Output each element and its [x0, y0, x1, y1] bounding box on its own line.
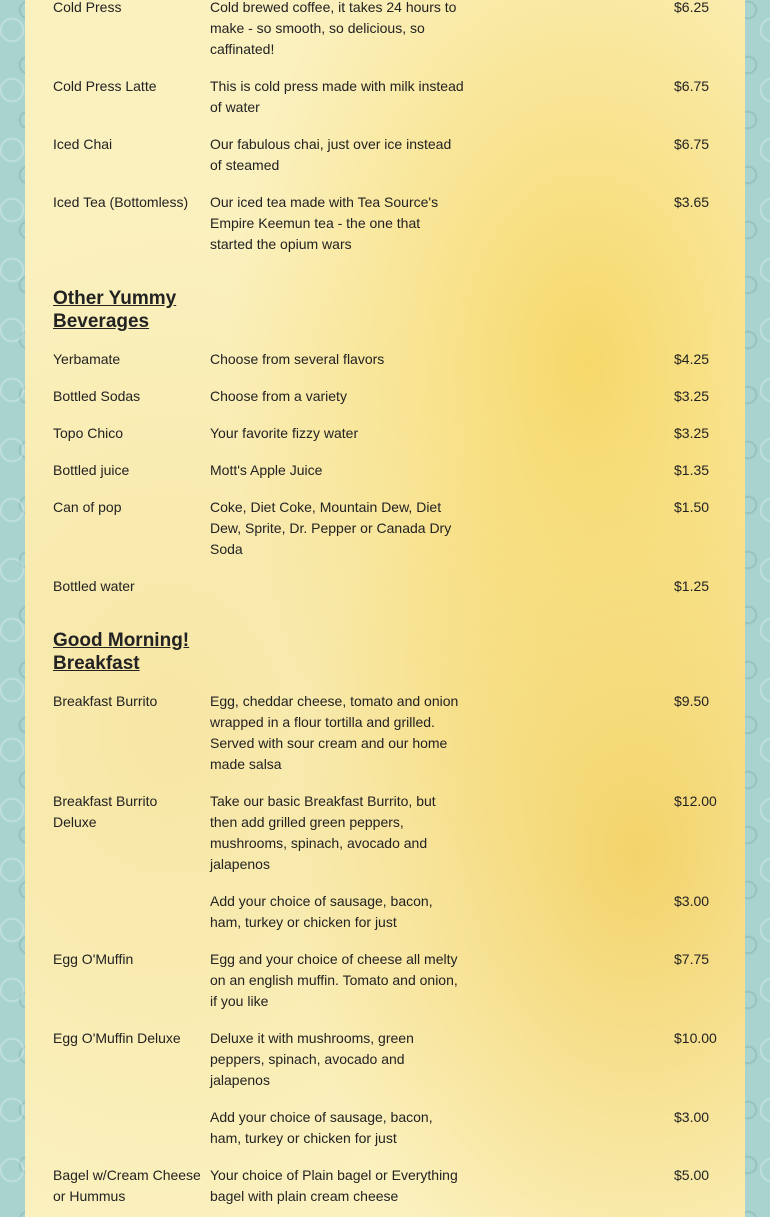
item-description: Our iced tea made with Tea Source's Empire Keemun tea - the one that started the opium wars: [210, 194, 439, 252]
item-name: Breakfast Burrito: [53, 693, 158, 709]
item-description: Our fabulous chai, just over ice instead of steamed: [210, 136, 452, 173]
item-name: Can of pop: [53, 499, 122, 515]
section-title: Good Morning! Breakfast: [53, 630, 190, 674]
item-name: Bottled Sodas: [53, 388, 141, 404]
item-description: Egg and your choice of cheese all melty on an english muffin. Tomato and onion, if you like: [210, 951, 458, 1009]
item-description: Choose from several flavors: [210, 351, 385, 367]
item-price: $4.25: [674, 351, 710, 367]
item-name: Cold Press Latte: [53, 78, 157, 94]
item-description: Take our basic Breakfast Burrito, but then add grilled green peppers, mushrooms, spinach, avocado and jalapenos: [210, 793, 436, 872]
item-price: $3.00: [674, 893, 710, 909]
item-name: Egg O'Muffin Deluxe: [53, 1030, 181, 1046]
section-heading: [53, 287, 213, 333]
item-description: Cold brewed coffee, it takes 24 hours to make - so smooth, so delicious, so caffinated!: [210, 0, 457, 57]
item-name: Bottled water: [53, 578, 135, 594]
item-description: Add your choice of sausage, bacon, ham, turkey or chicken for just: [210, 893, 433, 930]
item-price: $3.25: [674, 388, 710, 404]
item-description: Mott's Apple Juice: [210, 462, 323, 478]
item-price: $10.00: [674, 1030, 717, 1046]
item-price: $12.00: [674, 793, 717, 809]
item-price: $3.65: [674, 194, 710, 210]
item-price: $6.75: [674, 136, 710, 152]
item-description: Choose from a variety: [210, 388, 347, 404]
item-name: Iced Tea (Bottomless): [53, 194, 189, 210]
item-price: $3.25: [674, 425, 710, 441]
item-price: $5.00: [674, 1167, 710, 1183]
item-name: Yerbamate: [53, 351, 121, 367]
item-description: Coke, Diet Coke, Mountain Dew, Diet Dew, Sprite, Dr. Pepper or Canada Dry Soda: [210, 499, 452, 557]
item-name: Bottled juice: [53, 462, 130, 478]
section-heading: [53, 629, 213, 675]
item-price: $3.00: [674, 1109, 710, 1125]
item-name: Topo Chico: [53, 425, 124, 441]
item-name: Bagel w/Cream Cheese or Hummus: [53, 1167, 201, 1204]
item-price: $7.75: [674, 951, 710, 967]
item-price: $9.50: [674, 693, 710, 709]
item-price: $1.35: [674, 462, 710, 478]
item-description: Your favorite fizzy water: [210, 425, 359, 441]
item-description: Add your choice of sausage, bacon, ham, turkey or chicken for just: [210, 1109, 433, 1146]
item-price: $1.25: [674, 578, 710, 594]
item-price: $1.50: [674, 499, 710, 515]
item-name: Breakfast Burrito Deluxe: [53, 793, 158, 830]
item-description: This is cold press made with milk instead of water: [210, 78, 464, 115]
item-price: $6.25: [674, 0, 710, 15]
item-name: Egg O'Muffin: [53, 951, 134, 967]
item-name: Iced Chai: [53, 136, 113, 152]
section-title: Other Yummy Beverages: [53, 288, 177, 332]
item-price: $6.75: [674, 78, 710, 94]
item-description: Your choice of Plain bagel or Everything bagel with plain cream cheese: [210, 1167, 458, 1204]
item-description: Deluxe it with mushrooms, green peppers, spinach, avocado and jalapenos: [210, 1030, 414, 1088]
item-name: Cold Press: [53, 0, 122, 15]
item-description: Egg, cheddar cheese, tomato and onion wrapped in a flour tortilla and grilled. Served with sour cream and our home made salsa: [210, 693, 459, 772]
